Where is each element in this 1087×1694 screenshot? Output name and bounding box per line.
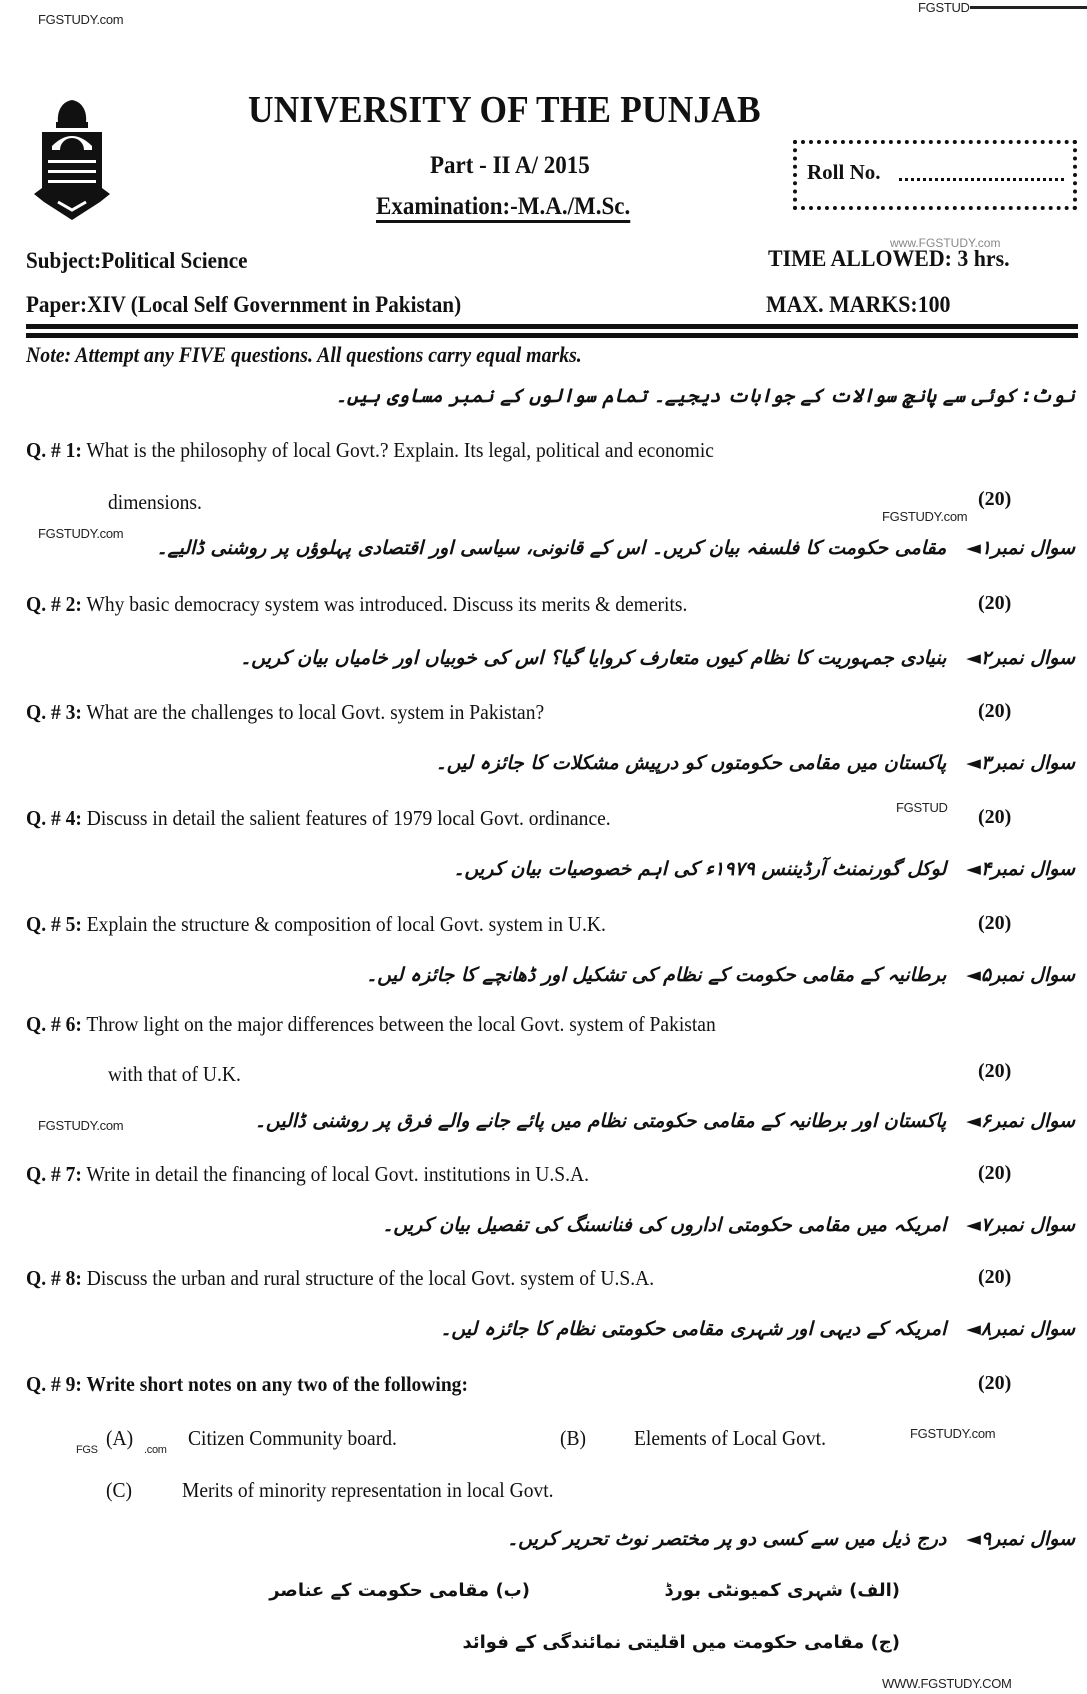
question-9 xyxy=(26,1372,468,1397)
urdu-question-number: سوال نمبر۷◄ xyxy=(966,1214,1075,1236)
question-4-marks: (20) xyxy=(978,806,1012,828)
watermark: FGSTUDY.com xyxy=(38,526,124,541)
question-text: Throw light on the major differences between the local Govt. system of Pakistan xyxy=(86,1012,716,1036)
urdu-question-text: مقامی حکومت کا فلسفہ بیان کریں۔ اس کے قانونی، سیاسی اور اقتصادی پہلوؤں پر روشنی ڈالیے۔ xyxy=(156,537,947,559)
question-text: Explain the structure & composition of local Govt. system in U.K. xyxy=(86,912,606,936)
subject-label: Subject:Political Science xyxy=(26,248,248,273)
urdu-question-number: سوال نمبر۸◄ xyxy=(966,1318,1075,1340)
question-number: Q. # 5: xyxy=(26,912,82,936)
urdu-option-b: (ب) مقامی حکومت کے عناصر xyxy=(269,1580,530,1601)
watermark: FGSTUDY.com xyxy=(910,1426,996,1441)
urdu-option-c: (ج) مقامی حکومت میں اقلیتی نمائندگی کے فوائد xyxy=(462,1632,900,1653)
question-1 xyxy=(26,438,714,463)
question-7 xyxy=(26,1162,589,1187)
question-number: Q. # 6: xyxy=(26,1012,82,1036)
question-number: Q. # 7: xyxy=(26,1162,82,1186)
question-6 xyxy=(26,1012,716,1037)
question-3-urdu xyxy=(436,752,1075,774)
watermark: .com xyxy=(144,1444,167,1456)
question-number: Q. # 4: xyxy=(26,806,82,830)
urdu-question-text: بنیادی جمہوریت کا نظام کیوں متعارف کروایا گیا؟ اس کی خوبیاں اور خامیاں بیان کریں۔ xyxy=(240,647,947,669)
watermark-header-faint: www.FGSTUDY.com xyxy=(890,236,1001,250)
question-7-urdu xyxy=(382,1214,1075,1236)
roll-number-label: Roll No. xyxy=(807,160,881,184)
urdu-question-text: لوکل گورنمنٹ آرڈیننس ۱۹۷۹ء کی اہم خصوصیات بیان کریں۔ xyxy=(453,858,947,880)
question-8-urdu xyxy=(440,1318,1075,1340)
urdu-question-text: امریکہ کے دیہی اور شہری مقامی حکومتی نظام کا جائزہ لیں۔ xyxy=(440,1318,947,1340)
question-8-marks: (20) xyxy=(978,1266,1012,1288)
question-6-marks: (20) xyxy=(978,1060,1012,1082)
question-4 xyxy=(26,806,611,831)
urdu-option-a: (الف) شہری کمیونٹی بورڈ xyxy=(664,1580,900,1601)
urdu-question-number: سوال نمبر۲◄ xyxy=(966,647,1075,669)
urdu-question-text: درج ذیل میں سے کسی دو پر مختصر نوٹ تحریر کریں۔ xyxy=(507,1528,947,1550)
question-text: Discuss in detail the salient features of 1979 local Govt. ordinance. xyxy=(86,806,611,830)
question-5 xyxy=(26,912,606,937)
option-c-key: (C) xyxy=(106,1478,133,1502)
note-english: Note: Attempt any FIVE questions. All questions carry equal marks. xyxy=(26,342,582,367)
urdu-question-number: سوال نمبر۱◄ xyxy=(966,537,1075,559)
urdu-question-text: پاکستان اور برطانیہ کے مقامی حکومتی نظام میں پائے جانے والے فرق پر روشنی ڈالیں۔ xyxy=(254,1110,947,1132)
question-text: Discuss the urban and rural structure of the local Govt. system of U.S.A. xyxy=(86,1266,655,1290)
question-2-urdu xyxy=(240,647,1075,669)
urdu-question-number: سوال نمبر۵◄ xyxy=(966,964,1075,986)
watermark: FGSTUDY.com xyxy=(882,509,968,524)
part-year: Part - II A/ 2015 xyxy=(430,152,590,179)
question-5-marks: (20) xyxy=(978,912,1012,934)
question-6-continued: with that of U.K. xyxy=(108,1062,241,1086)
urdu-question-number: سوال نمبر۶◄ xyxy=(966,1110,1075,1132)
question-9-urdu xyxy=(507,1528,1075,1550)
option-b-key: (B) xyxy=(560,1426,587,1450)
header-divider-top xyxy=(26,324,1078,329)
watermark: FGSTUD xyxy=(896,800,948,815)
roll-number-box[interactable] xyxy=(793,140,1077,210)
question-1-marks: (20) xyxy=(978,488,1012,510)
question-7-marks: (20) xyxy=(978,1162,1012,1184)
watermark: FGSTUDY.com xyxy=(38,1118,124,1133)
question-2 xyxy=(26,592,687,617)
urdu-question-number: سوال نمبر۳◄ xyxy=(966,752,1075,774)
option-b-text: Elements of Local Govt. xyxy=(634,1426,827,1450)
question-3 xyxy=(26,700,544,725)
urdu-question-number: سوال نمبر۴◄ xyxy=(966,858,1075,880)
question-6-urdu xyxy=(255,1110,1075,1132)
question-text: Write short notes on any two of the following: xyxy=(86,1372,468,1396)
question-number: Q. # 2: xyxy=(26,592,82,616)
question-4-urdu xyxy=(453,858,1075,880)
watermark-top-right: FGSTUD xyxy=(918,0,970,15)
question-2-marks: (20) xyxy=(978,592,1012,614)
roll-number-field[interactable] xyxy=(899,178,1064,181)
watermark-top-left: FGSTUDY.com xyxy=(38,12,124,27)
question-5-urdu xyxy=(366,964,1075,986)
urdu-question-text: برطانیہ کے مقامی حکومت کے نظام کی تشکیل اور ڈھانچے کا جائزہ لیں۔ xyxy=(366,964,947,986)
question-text: What is the philosophy of local Govt.? Explain. Its legal, political and economic xyxy=(86,438,714,462)
time-allowed: TIME ALLOWED: 3 hrs. xyxy=(768,246,1010,271)
question-3-marks: (20) xyxy=(978,700,1012,722)
option-c-text: Merits of minority representation in local Govt. xyxy=(182,1478,554,1502)
header-divider-bottom xyxy=(26,333,1078,338)
question-text: Write in detail the financing of local Govt. institutions in U.S.A. xyxy=(86,1162,589,1186)
note-urdu: نوٹ: کوئی سے پانچ سوالات کے جوابات دیجیے۔ تمام سوالوں کے نمبر مساوی ہیں۔ xyxy=(335,385,1075,407)
question-number: Q. # 3: xyxy=(26,700,82,724)
question-9-marks: (20) xyxy=(978,1372,1012,1394)
university-crest-icon xyxy=(30,98,114,226)
watermark: FGS xyxy=(76,1444,98,1456)
option-a-text: Citizen Community board. xyxy=(188,1426,397,1450)
paper-label: Paper:XIV (Local Self Government in Pakistan) xyxy=(26,292,462,317)
option-a-key: (A) xyxy=(106,1426,134,1450)
question-1-continued: dimensions. xyxy=(108,490,202,514)
question-text: Why basic democracy system was introduced. Discuss its merits & demerits. xyxy=(86,592,688,616)
question-number: Q. # 8: xyxy=(26,1266,82,1290)
university-title: UNIVERSITY OF THE PUNJAB xyxy=(248,89,761,131)
question-8 xyxy=(26,1266,654,1291)
urdu-question-text: پاکستان میں مقامی حکومتوں کو درپیش مشکلات کا جائزہ لیں۔ xyxy=(435,752,947,774)
urdu-question-number: سوال نمبر۹◄ xyxy=(966,1528,1075,1550)
max-marks: MAX. MARKS:100 xyxy=(766,292,951,317)
question-number: Q. # 9: xyxy=(26,1372,82,1396)
question-1-urdu xyxy=(156,537,1075,559)
scan-mark xyxy=(970,6,1087,9)
watermark-bottom-right: WWW.FGSTUDY.COM xyxy=(882,1676,1012,1691)
examination-label: Examination:-M.A./M.Sc. xyxy=(376,193,631,220)
question-number: Q. # 1: xyxy=(26,438,82,462)
question-text: What are the challenges to local Govt. system in Pakistan? xyxy=(86,700,545,724)
urdu-question-text: امریکہ میں مقامی حکومتی اداروں کی فنانسنگ کی تفصیل بیان کریں۔ xyxy=(382,1214,947,1236)
